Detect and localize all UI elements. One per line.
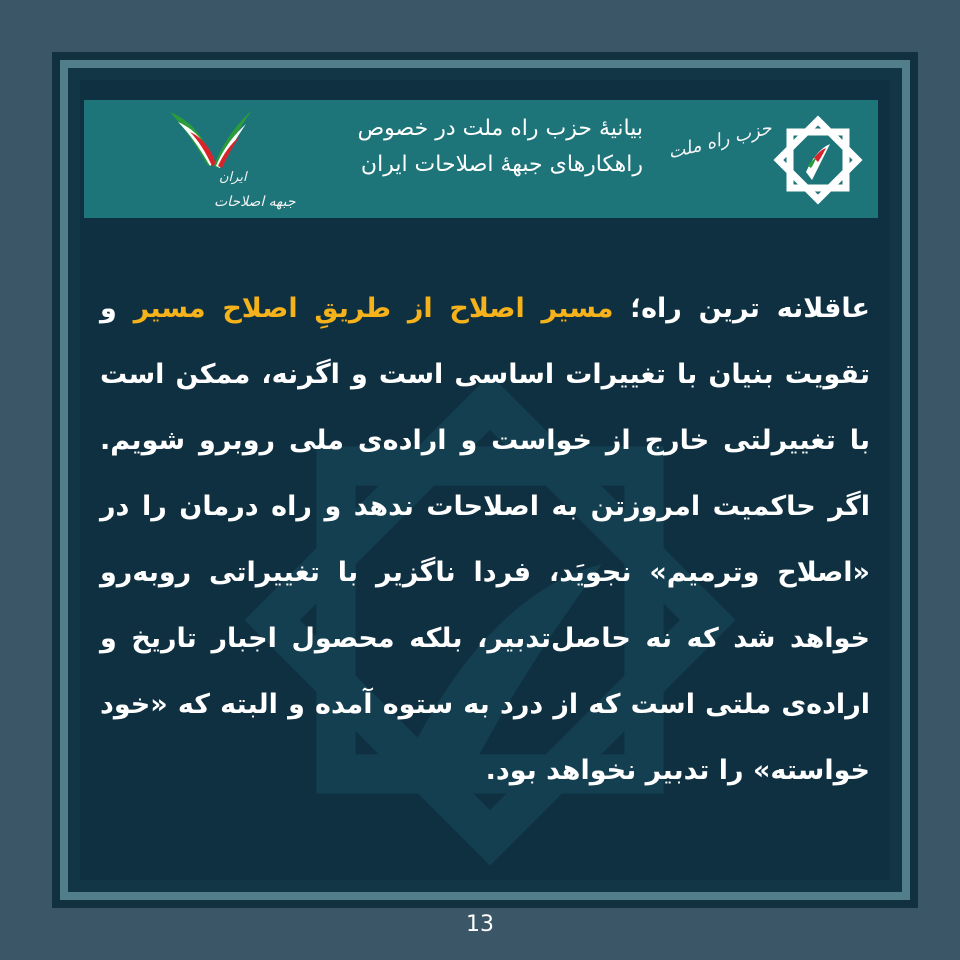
statement-part2: و تقویت بنیان با تغییرات اساسی است و اگرنه، ممکن است با تغییرلتی خارج از خواست و اراده‌ی ملی روبرو شویم. اگر حاکمیت امروزتن به اصلاحات ندهد و راه درمان را در «اصلاح وترمیم» نجویَد، فردا ناگزیر با تغییراتی روبه‌رو خواهد شد که نه حاصل‌تدبیر، بلکه محصول اجبار تاریخ و اراده‌ی ملتی است که از درد به ستوه آمده و البته که «خود خواسته» را تدبیر نخواهد بود. bbox=[100, 293, 870, 786]
party-logo bbox=[666, 110, 868, 210]
header-title-line1: بیانیۀ حزب راه ملت در خصوص bbox=[357, 116, 643, 141]
party-logo-text: حزب راه ملت bbox=[666, 117, 774, 164]
reform-logo-country-text: ایران bbox=[219, 170, 247, 185]
statement-paragraph bbox=[100, 276, 870, 804]
octagram-logo-icon bbox=[768, 110, 868, 210]
reform-logo-name-text: جبهه اصلاحات bbox=[214, 194, 296, 210]
statement-highlight: مسیر اصلاح از طریقِ اصلاح مسیر bbox=[133, 293, 614, 324]
header-banner bbox=[84, 100, 878, 218]
page-number: 13 bbox=[466, 912, 494, 937]
reform-front-logo bbox=[144, 104, 296, 216]
flag-wings-logo-icon bbox=[160, 104, 260, 174]
header-title-line2: راهکارهای جبهۀ اصلاحات ایران bbox=[360, 152, 643, 177]
statement-part1: عاقلانه ترین راه؛ bbox=[613, 293, 870, 324]
